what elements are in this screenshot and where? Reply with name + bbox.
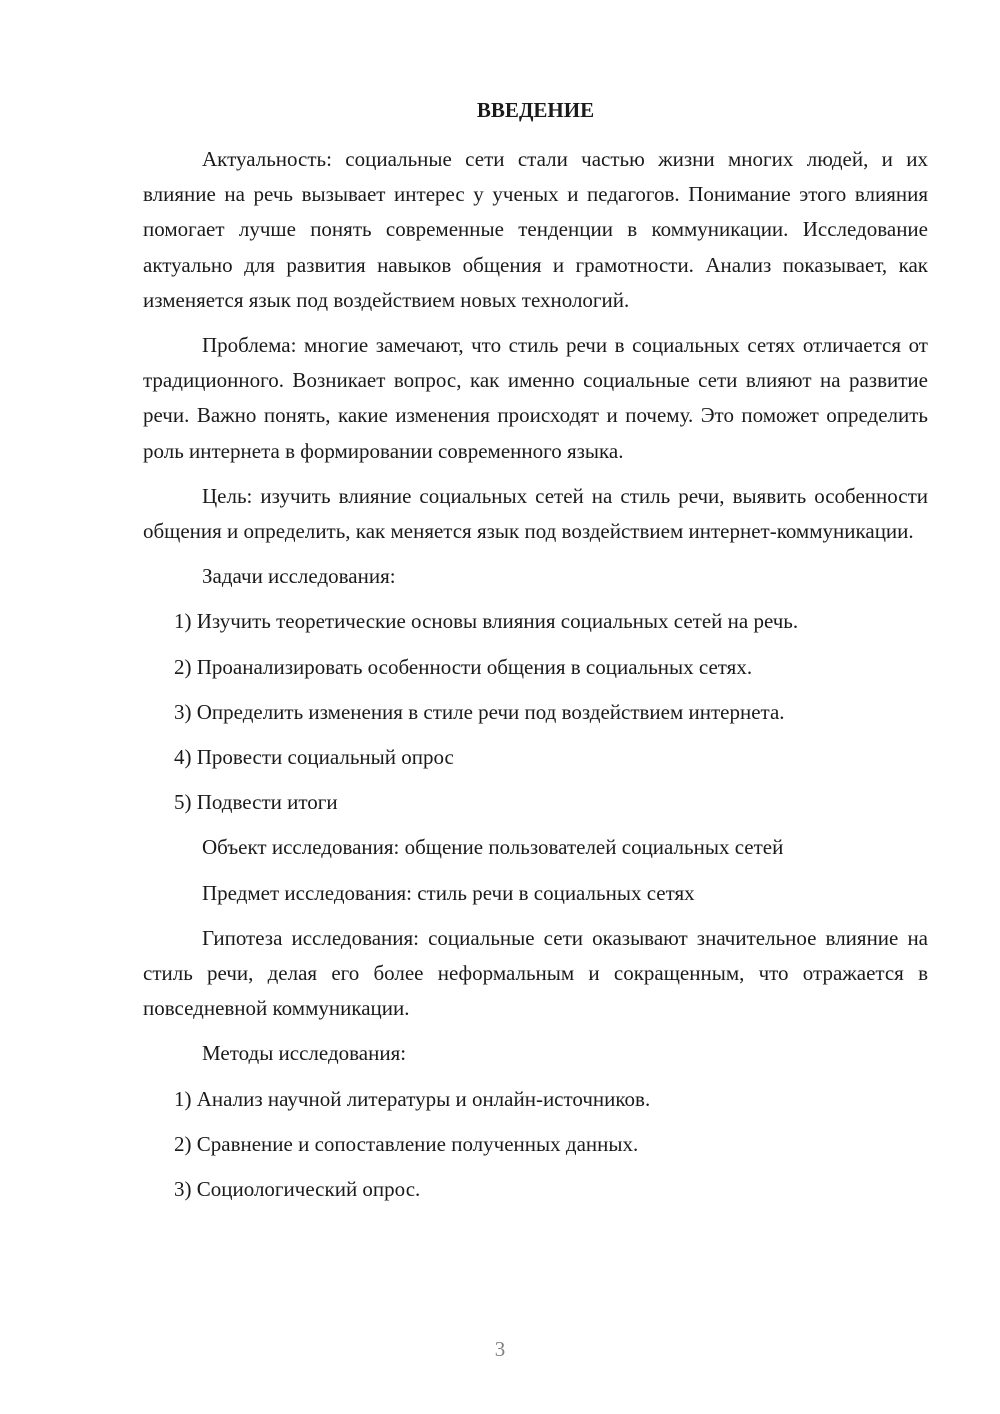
list-item: 1) Анализ научной литературы и онлайн-источников. bbox=[174, 1086, 651, 1111]
list-item: 2) Проанализировать особенности общения в социальных сетях. bbox=[174, 654, 753, 679]
methods-heading: Методы исследования: bbox=[202, 1041, 407, 1066]
list-item: 3) Определить изменения в стиле речи под воздействием интернета. bbox=[174, 699, 785, 724]
tasks-list bbox=[143, 604, 928, 820]
list-item: 3) Социологический опрос. bbox=[174, 1177, 421, 1202]
relevance-paragraph: Актуальность: социальные сети стали частью жизни многих людей, и их влияние на речь вызывает интерес у ученых и педагогов. Понимание этого влияния помогает лучше понять современные тенденции в коммуникации. Исследование актуально для развития навыков общения и грамотности. Анализ показывает, как изменяется язык под воздействием новых технологий. bbox=[143, 147, 928, 312]
object-line: Объект исследования: общение пользователей социальных сетей bbox=[202, 835, 784, 860]
problem-paragraph: Проблема: многие замечают, что стиль речи в социальных сетях отличается от традиционного. Возникает вопрос, как именно социальные сети влияют на развитие речи. Важно понять, какие изменения происходят и почему. Это поможет определить роль интернета в формировании современного языка. bbox=[143, 333, 928, 463]
list-item: 1) Изучить теоретические основы влияния социальных сетей на речь. bbox=[174, 609, 799, 634]
list-item: 2) Сравнение и сопоставление полученных данных. bbox=[174, 1131, 639, 1156]
document-page bbox=[143, 96, 928, 1207]
list-item: 5) Подвести итоги bbox=[174, 790, 338, 815]
subject-line: Предмет исследования: стиль речи в социальных сетях bbox=[202, 880, 695, 905]
hypothesis-paragraph: Гипотеза исследования: социальные сети оказывают значительное влияние на стиль речи, делая его более неформальным и сокращенным, что отражается в повседневной коммуникации. bbox=[143, 925, 928, 1021]
methods-list bbox=[143, 1082, 928, 1208]
goal-paragraph: Цель: изучить влияние социальных сетей на стиль речи, выявить особенности общения и определить, как меняется язык под воздействием интернет-коммуникации. bbox=[143, 483, 928, 544]
list-item: 4) Провести социальный опрос bbox=[174, 745, 454, 770]
page-title: ВВЕДЕНИЕ bbox=[476, 98, 595, 122]
page-number: 3 bbox=[494, 1337, 506, 1361]
tasks-heading: Задачи исследования: bbox=[202, 564, 396, 589]
